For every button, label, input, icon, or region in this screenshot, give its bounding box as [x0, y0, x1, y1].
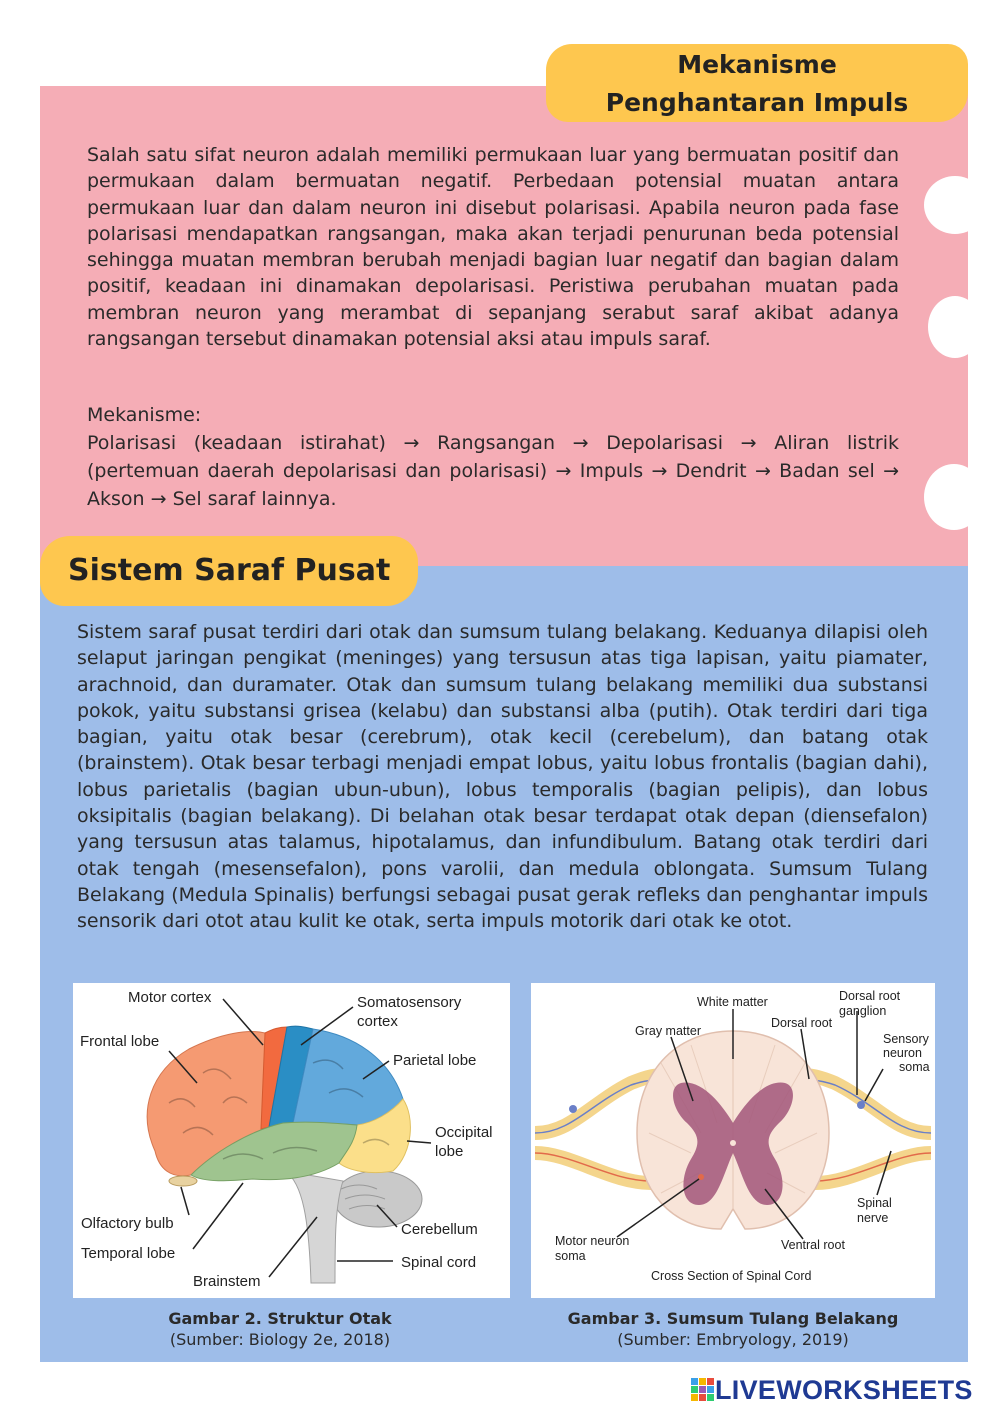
label-somatosensory-1: Somatosensory: [357, 994, 462, 1011]
label-gray-matter: Gray matter: [635, 1024, 701, 1038]
brain-figure: [73, 983, 510, 1298]
liveworksheets-wordmark: LIVEWORKSHEETS: [715, 1374, 973, 1405]
spine-caption: [531, 1308, 935, 1350]
central-canal: [730, 1140, 736, 1146]
brain-caption-source: (Sumber: Biology 2e, 2018): [169, 1330, 391, 1349]
olfactory-bulb-shape: [169, 1176, 197, 1186]
label-spinal-nerve-1: Spinal: [857, 1196, 892, 1210]
mechanism-label: Mekanisme:: [87, 404, 202, 426]
label-somatosensory-2: cortex: [357, 1013, 398, 1030]
label-dorsal-ganglion-2: ganglion: [839, 1004, 887, 1018]
label-sensory-2: neuron: [883, 1046, 922, 1060]
right-sensory-soma: [857, 1101, 865, 1109]
torn-edge-decoration: [928, 296, 982, 358]
label-olfactory-bulb: Olfactory bulb: [81, 1215, 174, 1232]
section-title-saraf-pusat: Sistem Saraf Pusat: [40, 536, 418, 606]
saraf-pusat-paragraph: Sistem saraf pusat terdiri dari otak dan sumsum tulang belakang. Keduanya dilapisi oleh selaput jaringan pengikat (meninges) yang tersusun atas tiga lapisan, yaitu piamater, arachnoid, dan duramater. Otak dan sumsum tulang belakang memiliki dua substansi pokok, yaitu substansi grisea (kelabu) dan substansi alba (putih). Otak terdiri dari tiga bagian, yaitu otak besar (cerebrum), otak kecil (cerebelum), dan batang otak (brainstem). Otak besar terbagi menjadi empat lobus, yaitu lobus frontalis (bagian dahi), lobus parietalis (bagian ubun-ubun), lobus temporalis (bagian pelipis), dan lobus oksipitalis (bagian belakang). Di belahan otak besar terdapat otak depan (diensefalon) yang tersusun atas talamus, hipotalamus, dan infundibulum. Batang otak terdiri dari otak tengah (mesensefalon), pons varolii, dan medula oblongata. Sumsum Tulang Belakang (Medula Spinalis) berfungsi sebagai pusat gerak refleks dan penghantar impuls sensorik dari otot atau kulit ke otak, serta impuls motorik dari otak ke otot.: [77, 621, 928, 933]
spine-caption-title: Gambar 3. Sumsum Tulang Belakang: [567, 1309, 899, 1328]
brainstem-shape: [285, 1171, 343, 1283]
liveworksheets-logo[interactable]: [691, 1374, 973, 1406]
label-brainstem: Brainstem: [193, 1273, 261, 1290]
parietal-lobe-shape: [293, 1029, 403, 1125]
cerebellum-shape: [334, 1171, 422, 1227]
section-title-mekanisme: [546, 44, 968, 122]
label-motor-soma-1: Motor neuron: [555, 1234, 630, 1248]
label-motor-cortex: Motor cortex: [128, 989, 212, 1006]
spinal-cord-diagram: [531, 983, 935, 1298]
torn-edge-decoration: [924, 464, 984, 530]
spine-caption-source: (Sumber: Embryology, 2019): [617, 1330, 849, 1349]
label-temporal-lobe: Temporal lobe: [81, 1245, 176, 1262]
torn-edge-decoration: [924, 176, 986, 234]
mechanism-steps: Polarisasi (keadaan istirahat) → Rangsangan → Depolarisasi → Aliran listrik (pertemuan daerah depolarisasi dan polarisasi) → Impuls → Dendrit → Badan sel → Akson → Sel saraf lainnya.: [87, 432, 899, 510]
label-cross-section: Cross Section of Spinal Cord: [651, 1269, 812, 1283]
brain-caption: [73, 1308, 487, 1350]
label-dorsal-ganglion-1: Dorsal root: [839, 989, 901, 1003]
title-line-2: Penghantaran Impuls: [605, 88, 909, 117]
label-spinal-cord: Spinal cord: [401, 1254, 477, 1271]
title-line-1: Mekanisme: [677, 50, 837, 79]
label-spinal-nerve-2: nerve: [857, 1211, 889, 1225]
left-sensory-soma: [569, 1105, 577, 1113]
label-sensory-1: Sensory: [883, 1032, 929, 1046]
spinal-cord-figure: [531, 983, 935, 1298]
liveworksheets-icon: [691, 1378, 715, 1402]
label-occipital-1: Occipital: [435, 1124, 493, 1141]
label-white-matter: White matter: [697, 995, 768, 1009]
brain-caption-title: Gambar 2. Struktur Otak: [168, 1309, 392, 1328]
label-cerebellum: Cerebellum: [401, 1221, 478, 1238]
brain-diagram: [73, 983, 510, 1298]
mekanisme-paragraph: Salah satu sifat neuron adalah memiliki permukaan luar yang bermuatan positif dan permukaan dalam bermuatan negatif. Perbedaan potensial muatan antara permukaan luar dan dalam neuron ini disebut polarisasi. Apabila neuron pada fase polarisasi mendapatkan rangsangan, maka akan terjadi penurunan beda potensial sehingga muatan membran berubah menjadi bagian luar negatif dan bagian dalam positif, keadaan ini dinamakan depolarisasi. Peristiwa perubahan muatan pada membran neuron yang merambat di sepanjang serabut saraf akibat adanya rangsangan tersebut dinamakan potensial aksi atau impuls saraf.: [87, 144, 899, 351]
label-sensory-3: soma: [899, 1060, 930, 1074]
label-parietal-lobe: Parietal lobe: [393, 1052, 477, 1069]
label-motor-soma-2: soma: [555, 1249, 586, 1263]
label-frontal-lobe: Frontal lobe: [80, 1033, 160, 1050]
label-ventral-root: Ventral root: [781, 1238, 845, 1252]
mechanism-block: [87, 401, 899, 513]
label-occipital-2: lobe: [435, 1143, 464, 1160]
label-dorsal-root: Dorsal root: [771, 1016, 833, 1030]
